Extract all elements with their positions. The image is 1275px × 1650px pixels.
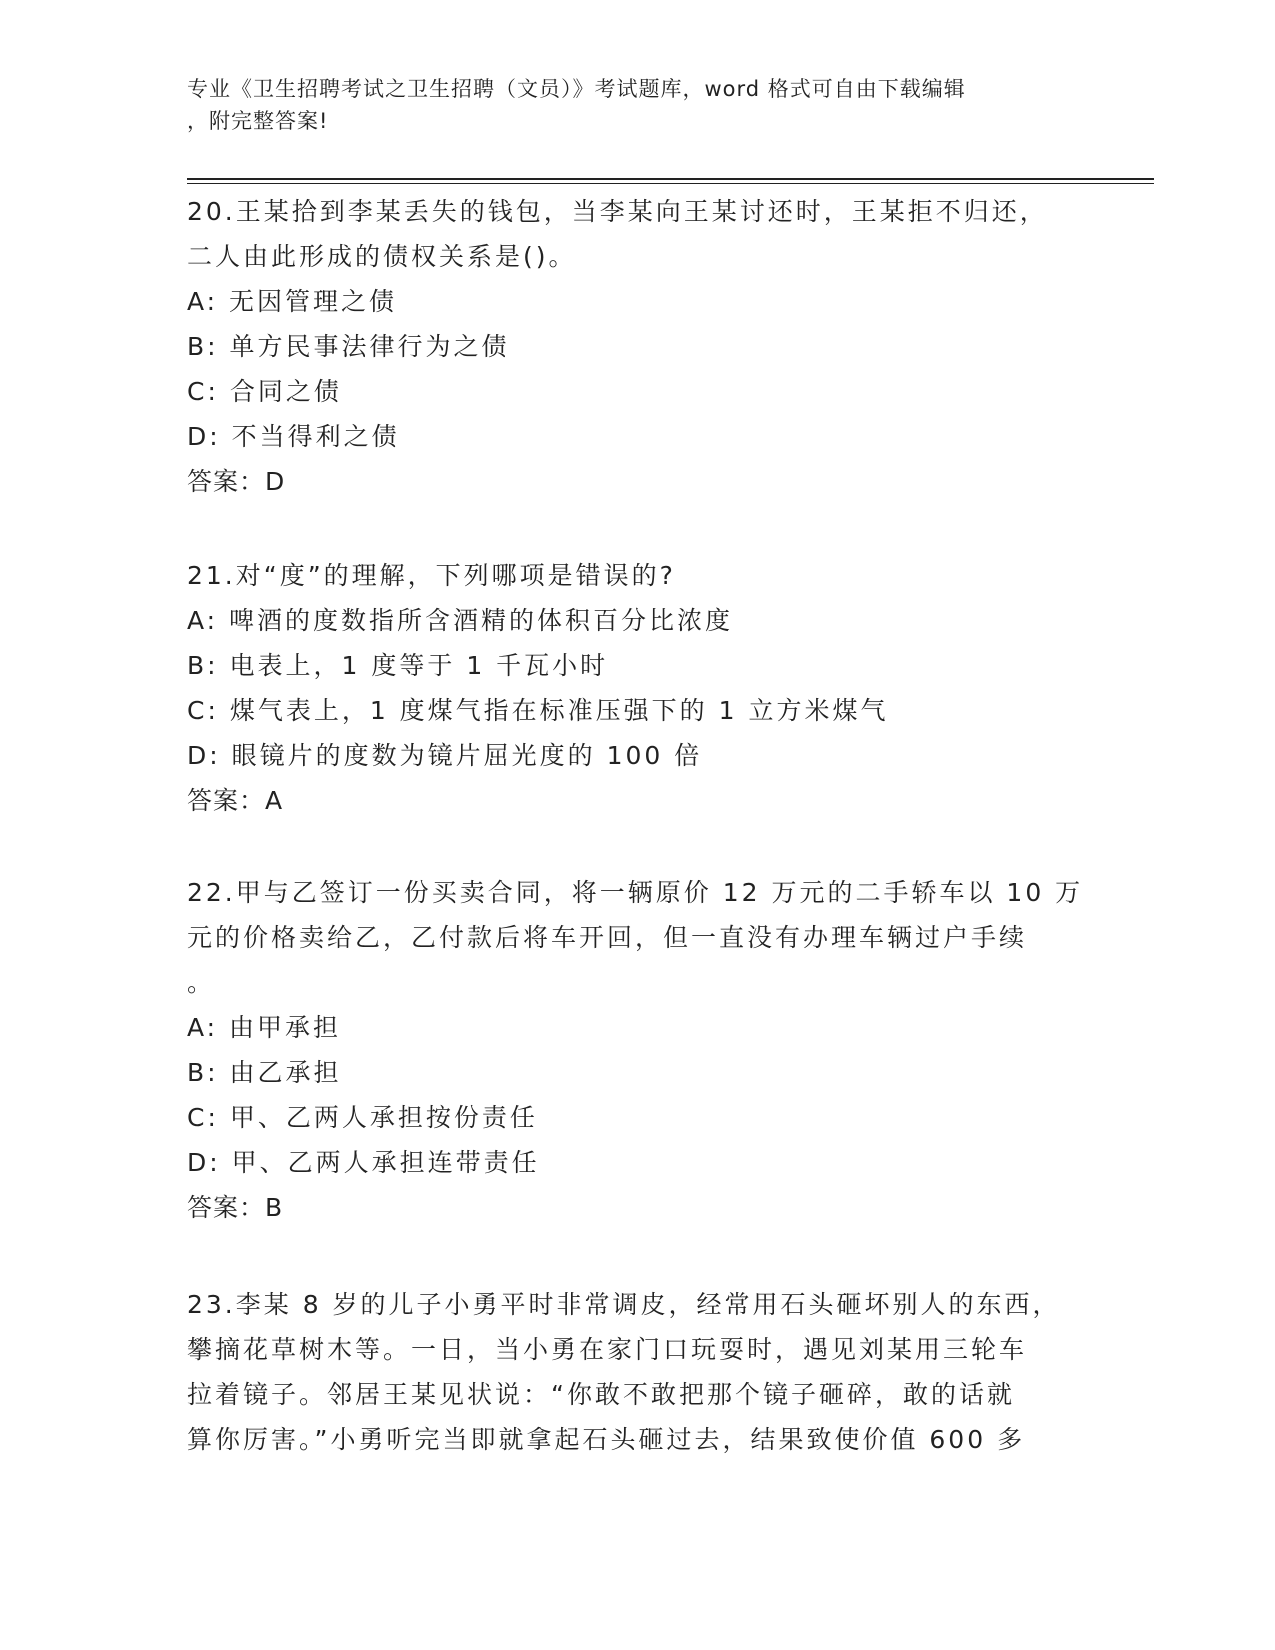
- option-a: A: 由甲承担: [187, 1013, 342, 1042]
- option-d: D: 不当得利之债: [187, 422, 400, 451]
- option-b: B: 电表上，1 度等于 1 千瓦小时: [187, 651, 609, 680]
- option-a: A: 无因管理之债: [187, 287, 398, 316]
- option-d: D: 甲、乙两人承担连带责任: [187, 1148, 540, 1177]
- header-line-1: 专业《卫生招聘考试之卫生招聘（文员）》考试题库，word 格式可自由下载编辑: [187, 77, 966, 101]
- answer: 答案：D: [187, 467, 286, 496]
- question-stem: 。: [187, 968, 216, 997]
- option-a: A: 啤酒的度数指所含酒精的体积百分比浓度: [187, 606, 734, 635]
- question-stem: 元的价格卖给乙，乙付款后将车开回，但一直没有办理车辆过户手续: [187, 923, 1028, 952]
- question-stem: 20.王某拾到李某丢失的钱包，当李某向王某讨还时，王某拒不归还，: [187, 197, 1048, 226]
- question-stem: 二人由此形成的债权关系是()。: [187, 242, 577, 271]
- question-stem: 攀摘花草树木等。一日，当小勇在家门口玩耍时，遇见刘某用三轮车: [187, 1335, 1028, 1364]
- option-b: B: 单方民事法律行为之债: [187, 332, 510, 361]
- header-divider-thick: [187, 178, 1154, 180]
- question-stem: 23.李某 8 岁的儿子小勇平时非常调皮，经常用石头砸坏别人的东西，: [187, 1290, 1061, 1319]
- answer: 答案：B: [187, 1193, 284, 1222]
- question-23: [187, 1282, 1087, 1462]
- document-header: [187, 73, 1067, 137]
- option-c: C: 甲、乙两人承担按份责任: [187, 1103, 538, 1132]
- header-line-2: ，附完整答案!: [187, 109, 329, 133]
- option-b: B: 由乙承担: [187, 1058, 342, 1087]
- option-c: C: 合同之债: [187, 377, 342, 406]
- question-20: [187, 189, 1087, 504]
- question-22: [187, 870, 1087, 1230]
- question-stem: 拉着镜子。邻居王某见状说：“你敢不敢把那个镜子砸碎，敢的话就: [187, 1380, 1015, 1409]
- question-stem: 22.甲与乙签订一份买卖合同，将一辆原价 12 万元的二手轿车以 10 万: [187, 878, 1084, 907]
- option-d: D: 眼镜片的度数为镜片屈光度的 100 倍: [187, 741, 703, 770]
- header-divider-thin: [187, 183, 1154, 184]
- question-stem: 算你厉害。”小勇听完当即就拿起石头砸过去，结果致使价值 600 多: [187, 1425, 1026, 1454]
- question-stem: 21.对“度”的理解，下列哪项是错误的?: [187, 561, 676, 590]
- question-21: [187, 553, 1087, 823]
- answer: 答案：A: [187, 786, 284, 815]
- option-c: C: 煤气表上，1 度煤气指在标准压强下的 1 立方米煤气: [187, 696, 889, 725]
